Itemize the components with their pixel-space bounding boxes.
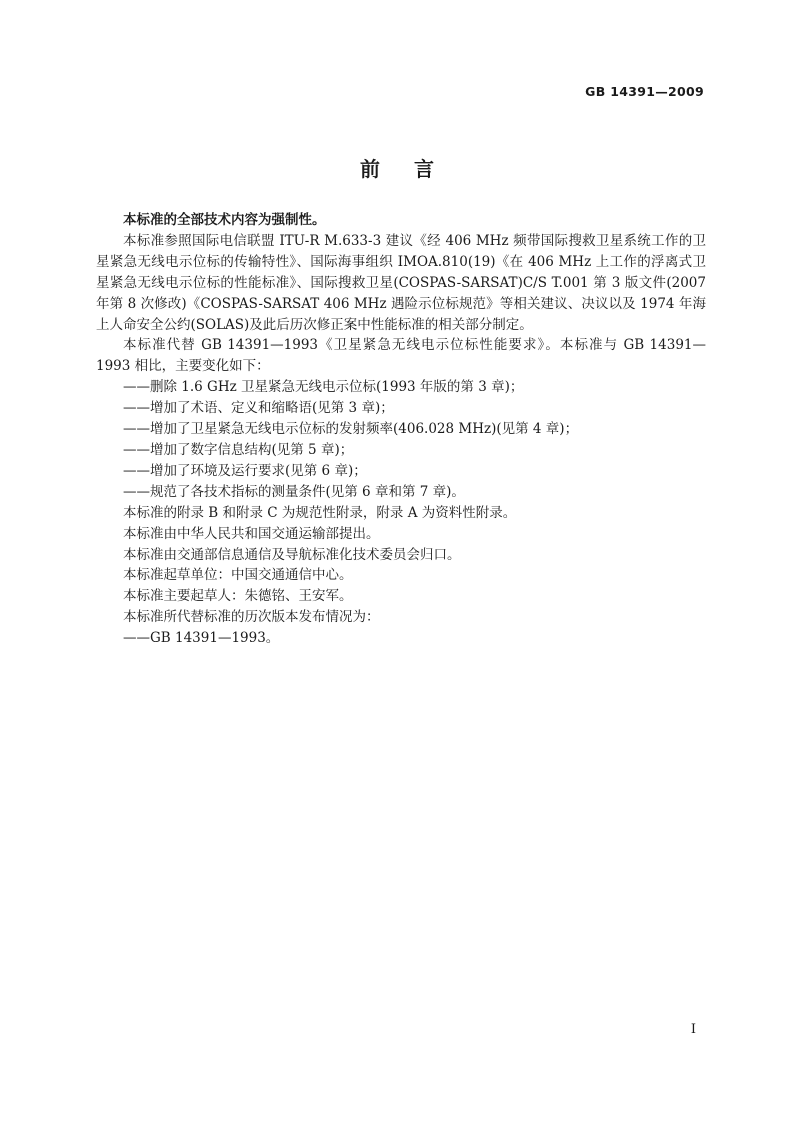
change-item: ——增加了环境及运行要求(见第 6 章)； [123, 462, 367, 479]
change-item: ——增加了术语、定义和缩略语(见第 3 章)； [123, 400, 394, 417]
change-item: ——规范了各技术指标的测量条件(见第 6 章和第 7 章)。 [123, 483, 465, 500]
reference-paragraph: 本标准参照国际电信联盟 ITU-R M.633-3 建议《经 406 MHz 频带国际搜救卫星系统工作的卫星紧急无线电示位标的传输特性》、国际海事组织 IMOA.810(19)《在 406 MHz 上工作的浮离式卫星紧急无线电示位标的性能标准》、国际搜救卫星(COSPAS-SARSAT)C/S T.001 第 3 版文件(2007 年第 8 次修改)《COSPAS-SARSAT 406 MHz 遇险示位标规范》等相关建议、决议以及 1974 年海上人命安全公约(SOLAS)及此后历次修正案中性能标准的相关部分制定。 [96, 232, 706, 333]
mandatory-statement: 本标准的全部技术内容为强制性。 [123, 212, 326, 228]
page-title: 前言 [360, 157, 468, 181]
history-paragraph: 本标准所代替标准的历次版本发布情况为： [123, 609, 380, 626]
replacement-paragraph: 本标准代替 GB 14391—1993《卫星紧急无线电示位标性能要求》。本标准与 GB 14391—1993 相比，主要变化如下： [96, 337, 706, 375]
standard-code: GB 14391—2009 [585, 84, 704, 99]
change-item: ——增加了卫星紧急无线电示位标的发射频率(406.028 MHz)(见第 4 章)； [123, 421, 579, 438]
page-number: I [690, 1022, 696, 1037]
committee-paragraph: 本标准由交通部信息通信及导航标准化技术委员会归口。 [123, 546, 461, 563]
proposer-paragraph: 本标准由中华人民共和国交通运输部提出。 [123, 525, 380, 542]
drafting-unit-paragraph: 本标准起草单位：中国交通通信中心。 [123, 567, 353, 584]
change-item: ——增加了数字信息结构(见第 5 章)； [123, 441, 354, 458]
history-item: ——GB 14391—1993。 [123, 630, 280, 647]
foreword-body [96, 210, 706, 649]
annex-paragraph: 本标准的附录 B 和附录 C 为规范性附录，附录 A 为资料性附录。 [123, 504, 517, 521]
drafters-paragraph: 本标准主要起草人：朱德铭、王安军。 [123, 588, 353, 605]
change-item: ——删除 1.6 GHz 卫星紧急无线电示位标(1993 年版的第 3 章)； [123, 379, 524, 396]
